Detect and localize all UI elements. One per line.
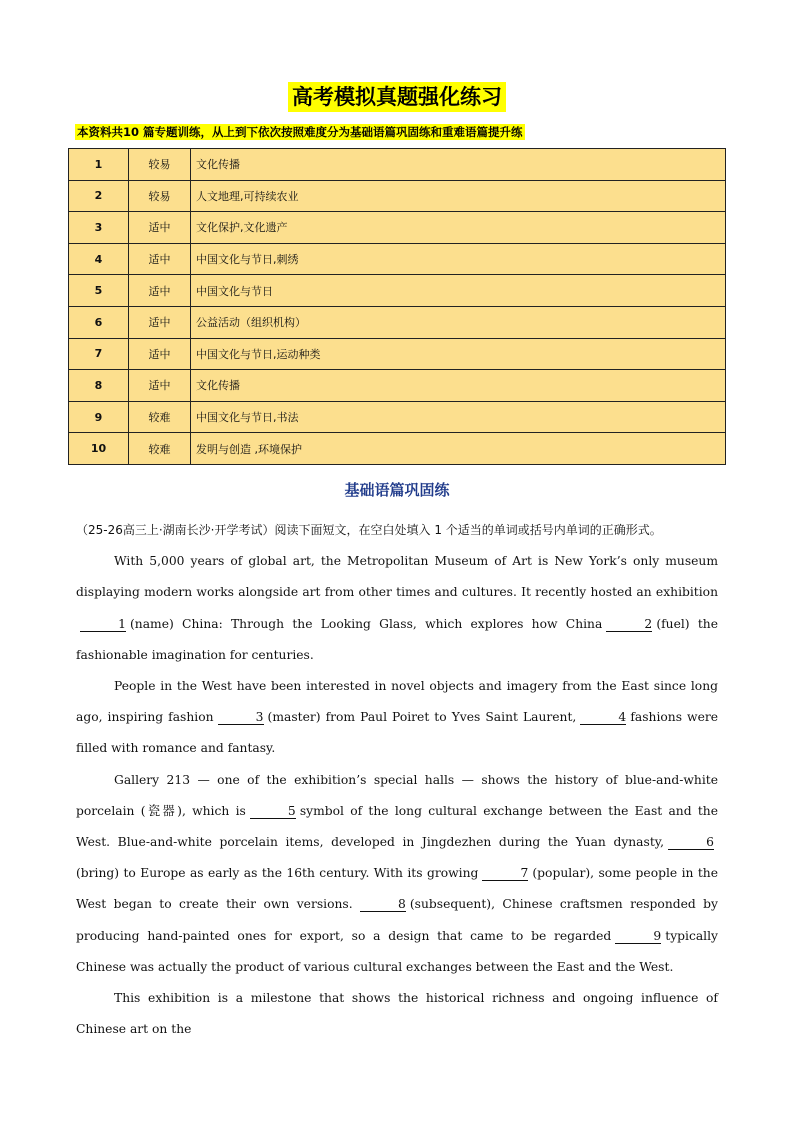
topic-difficulty: 适中 bbox=[129, 306, 191, 338]
p1-text-a: With 5,000 years of global art, the Metropolitan Museum of Art is New York’s only museum displaying modern works alongside art from other times and cultures. It recently hosted an exhibition bbox=[76, 554, 718, 600]
table-row bbox=[69, 433, 726, 465]
paragraph-4 bbox=[76, 983, 718, 1045]
table-row bbox=[69, 275, 726, 307]
topic-name: 发明与创造 ,环境保护 bbox=[191, 433, 726, 465]
table-row bbox=[69, 243, 726, 275]
topic-difficulty: 适中 bbox=[129, 370, 191, 402]
topics-table bbox=[68, 148, 726, 465]
p2-text-b: (master) from Paul Poiret to Yves Saint Laurent, bbox=[267, 710, 577, 725]
paragraph-2 bbox=[76, 671, 718, 765]
p3-text-a: Gallery 213 — one of the exhibition’s special halls — shows the history of blue-and-white porcelain (瓷器), which is bbox=[76, 772, 718, 818]
blank-6[interactable]: 6 bbox=[668, 835, 714, 850]
topic-difficulty: 适中 bbox=[129, 212, 191, 244]
paragraph-1 bbox=[76, 546, 718, 671]
topic-difficulty: 适中 bbox=[129, 275, 191, 307]
topic-number: 3 bbox=[69, 212, 129, 244]
topic-number: 4 bbox=[69, 243, 129, 275]
table-row bbox=[69, 401, 726, 433]
p3-text-d: (popular), some people in the West began to create their own versions. bbox=[76, 866, 718, 912]
topic-difficulty: 较易 bbox=[129, 180, 191, 212]
p3-text-e: (subsequent), Chinese craftsmen responded by producing hand-painted ones for export, so a design that came to be regarded bbox=[76, 897, 718, 943]
topic-name: 文化传播 bbox=[191, 149, 726, 181]
passage bbox=[76, 515, 718, 1045]
p1-text-c: (fuel) the fashionable imagination for centuries. bbox=[76, 616, 718, 662]
table-row bbox=[69, 338, 726, 370]
topic-number: 7 bbox=[69, 338, 129, 370]
topic-name: 中国文化与节日,刺绣 bbox=[191, 243, 726, 275]
topic-difficulty: 适中 bbox=[129, 338, 191, 370]
topic-difficulty: 较难 bbox=[129, 401, 191, 433]
topic-name: 中国文化与节日,运动种类 bbox=[191, 338, 726, 370]
table-row bbox=[69, 370, 726, 402]
section-title: 基础语篇巩固练 bbox=[344, 481, 450, 499]
topic-difficulty: 较难 bbox=[129, 433, 191, 465]
topic-number: 1 bbox=[69, 149, 129, 181]
topic-number: 6 bbox=[69, 306, 129, 338]
blank-7[interactable]: 7 bbox=[482, 866, 528, 881]
paragraph-3 bbox=[76, 765, 718, 983]
topic-number: 10 bbox=[69, 433, 129, 465]
table-row bbox=[69, 149, 726, 181]
p3-text-b: symbol of the long cultural exchange between the East and the West. Blue-and-white porcelain items, developed in Jingdezhen during the Yuan dynasty, bbox=[76, 803, 718, 850]
table-row bbox=[69, 212, 726, 244]
topic-number: 2 bbox=[69, 180, 129, 212]
p2-text-a: People in the West have been interested in novel objects and imagery from the East since long ago, inspiring fashion bbox=[76, 679, 718, 725]
page-subtitle: 本资料共10 篇专题训练，从上到下依次按照难度分为基础语篇巩固练和重难语篇提升练 bbox=[77, 125, 523, 139]
blank-5[interactable]: 5 bbox=[250, 804, 296, 819]
table-row bbox=[69, 180, 726, 212]
topic-number: 9 bbox=[69, 401, 129, 433]
p4-text-a: This exhibition is a milestone that shows the historical richness and ongoing influence of Chinese art on the bbox=[76, 991, 718, 1037]
topic-name: 公益活动（组织机构） bbox=[191, 306, 726, 338]
blank-4[interactable]: 4 bbox=[580, 710, 626, 725]
topic-difficulty: 较易 bbox=[129, 149, 191, 181]
topic-name: 中国文化与节日 bbox=[191, 275, 726, 307]
blank-8[interactable]: 8 bbox=[360, 897, 406, 912]
topic-name: 人文地理,可持续农业 bbox=[191, 180, 726, 212]
instruction: （25-26高三上·湖南长沙·开学考试）阅读下面短文，在空白处填入 1 个适当的单词或括号内单词的正确形式。 bbox=[76, 523, 662, 537]
blank-9[interactable]: 9 bbox=[615, 929, 661, 944]
page-title: 高考模拟真题强化练习 bbox=[288, 82, 506, 112]
p3-text-c: (bring) to Europe as early as the 16th century. With its growing bbox=[76, 866, 479, 881]
topic-name: 文化保护,文化遗产 bbox=[191, 212, 726, 244]
blank-2[interactable]: 2 bbox=[606, 617, 652, 632]
p1-text-b: (name) China: Through the Looking Glass, which explores how China bbox=[130, 616, 603, 631]
topic-number: 5 bbox=[69, 275, 129, 307]
topics-table-body bbox=[69, 149, 726, 465]
topic-name: 文化传播 bbox=[191, 370, 726, 402]
table-row bbox=[69, 306, 726, 338]
p2-text-c: fashions were filled with romance and fantasy. bbox=[76, 710, 719, 756]
topic-number: 8 bbox=[69, 370, 129, 402]
topic-difficulty: 适中 bbox=[129, 243, 191, 275]
blank-3[interactable]: 3 bbox=[218, 710, 264, 725]
p3-text-f: typically Chinese was actually the product of various cultural exchanges between the East and the West. bbox=[76, 928, 718, 974]
title-wrap bbox=[0, 82, 794, 112]
blank-1[interactable]: 1 bbox=[80, 617, 126, 632]
topic-name: 中国文化与节日,书法 bbox=[191, 401, 726, 433]
